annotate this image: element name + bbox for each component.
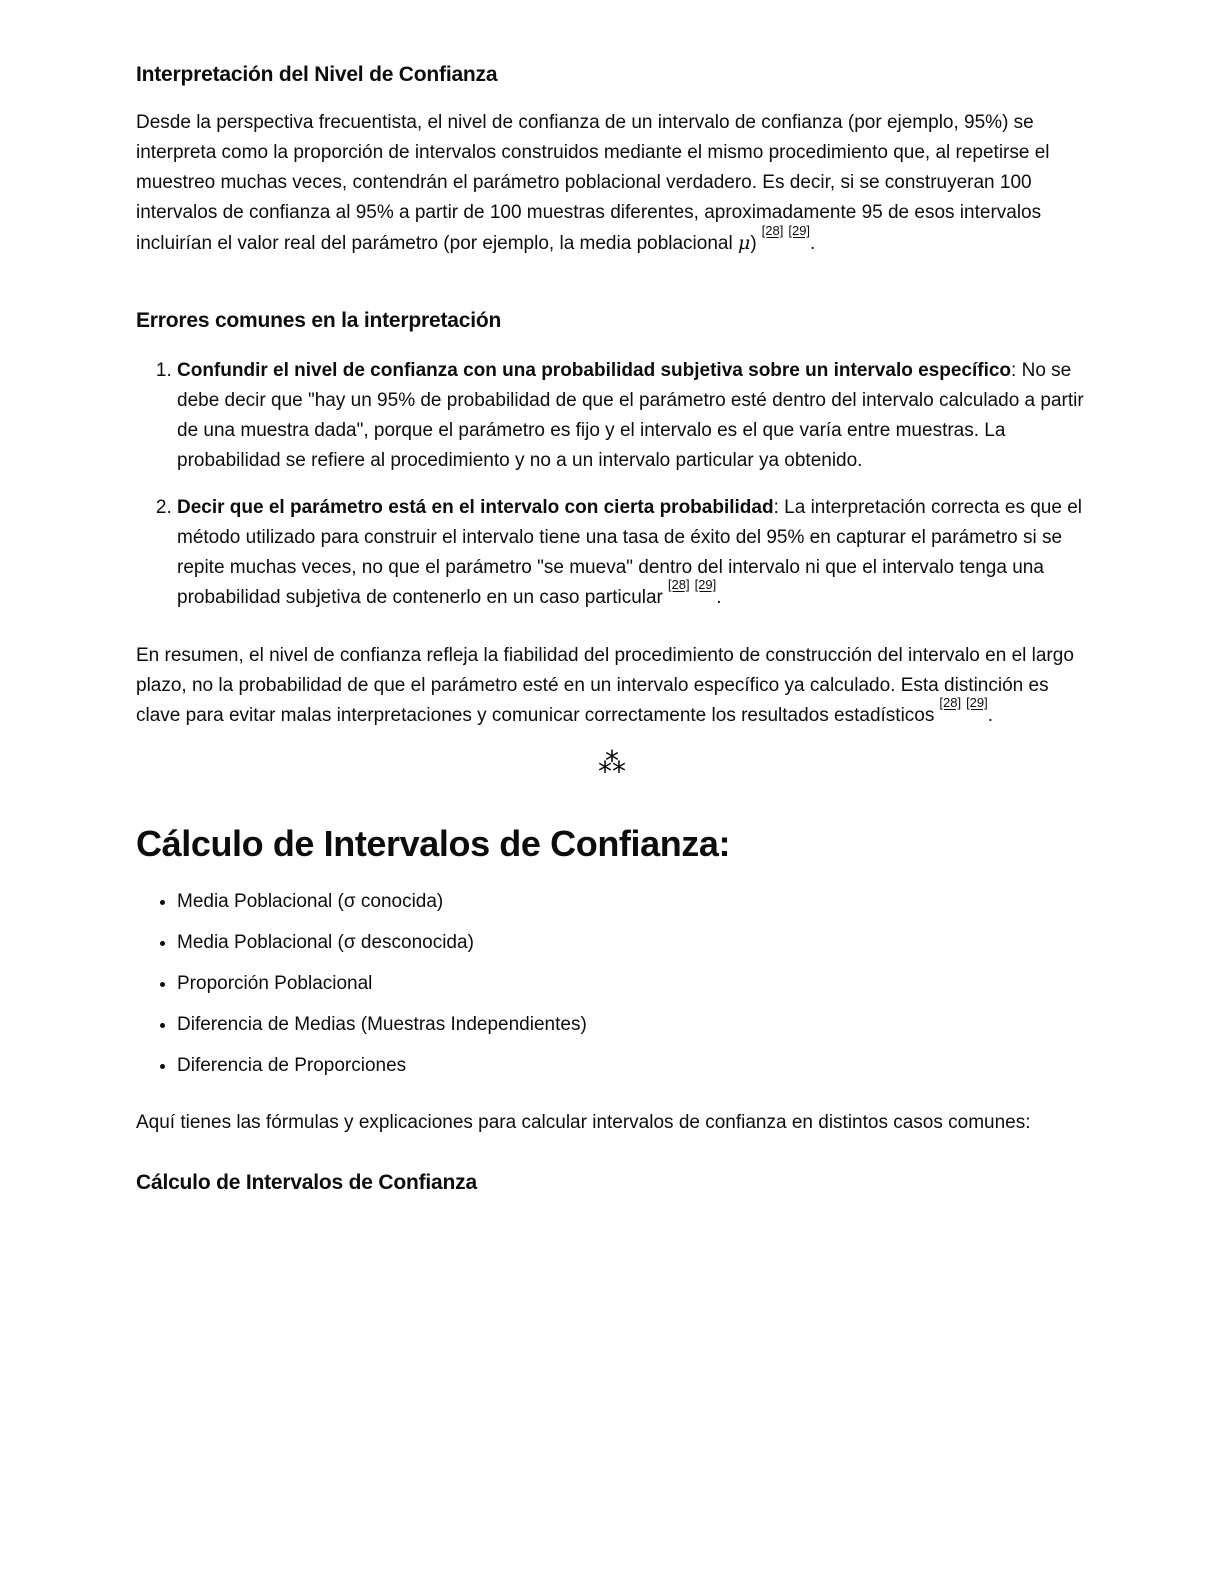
paragraph-resumen-text: En resumen, el nivel de confianza refleja la fiabilidad del procedimiento de construcción del intervalo en el largo plazo, no la probabilidad de que el parámetro esté en un intervalo específico ya calculado. Esta distinción es clave para evitar malas interpretaciones y comunicar correctamente los resultados estadísticos — [136, 645, 1074, 726]
citation-link-29[interactable]: [29] — [788, 222, 811, 238]
error-1-text: : No se debe decir que "hay un 95% de probabilidad de que el parámetro esté dentro del intervalo calculado a partir de una muestra dada", porque el parámetro es fijo y el intervalo es el que varía entre muestras. La probabilidad se refiere al procedimiento y no a un intervalo particular ya obtenido. — [177, 360, 1084, 471]
heading-errores-comunes: Errores comunes en la interpretación — [136, 309, 502, 332]
list-item-topic-media-conocida: • Media Poblacional (σ conocida) — [177, 887, 1088, 917]
paren-close: ) — [750, 233, 757, 254]
citation-link-28[interactable]: [28] — [939, 694, 962, 710]
errors-ordered-list — [136, 356, 1088, 613]
list-item-topic-diferencia-medias: • Diferencia de Medias (Muestras Independientes) — [177, 1010, 1088, 1040]
paragraph-interpretacion-text: Desde la perspectiva frecuentista, el nivel de confianza de un intervalo de confianza (por ejemplo, 95%) se interpreta como la proporción de intervalos construidos mediante el mismo procedimiento que, al repetirse el muestreo muchas veces, contendrán el parámetro poblacional verdadero. Es decir, si se construyeran 100 intervalos de confianza al 95% a partir de 100 muestras diferentes, aproximadamente 95 de esos intervalos incluirían el valor real del parámetro (por ejemplo, la media poblacional — [136, 112, 1050, 254]
asterism-divider-icon: ⁂ — [598, 746, 626, 779]
error-1-bold-lead: Confundir el nivel de confianza con una probabilidad subjetiva sobre un intervalo específico — [177, 360, 1012, 381]
topics-bulleted-list — [136, 887, 1088, 1081]
page-title-calculo-intervalos: Cálculo de Intervalos de Confianza: — [136, 823, 731, 864]
paragraph-resumen — [136, 641, 1088, 731]
mu-symbol: μ — [737, 232, 751, 254]
heading-interpretacion-nivel-confianza: Interpretación del Nivel de Confianza — [136, 63, 498, 86]
error-2-text: : La interpretación correcta es que el método utilizado para construir el intervalo tiene una tasa de éxito del 95% en capturar el parámetro si se repite muchas veces, no que el parámetro "se mueva" dentro del intervalo ni que el intervalo tenga una probabilidad subjetiva de contenerlo en un caso particular — [177, 497, 1082, 608]
sentence-period: . — [716, 587, 722, 608]
citation-link-28[interactable]: [28] — [667, 576, 690, 592]
paragraph-aqui-tienes: Aquí tienes las fórmulas y explicaciones para calcular intervalos de confianza en distintos casos comunes: — [136, 1112, 1031, 1133]
citation-link-28[interactable]: [28] — [761, 222, 784, 238]
paragraph-interpretacion — [136, 108, 1088, 259]
sentence-period: . — [810, 233, 816, 254]
error-2-bold-lead: Decir que el parámetro está en el intervalo con cierta probabilidad — [177, 497, 774, 518]
list-item-topic-diferencia-proporciones: • Diferencia de Proporciones — [177, 1051, 1088, 1081]
list-item-topic-proporcion: • Proporción Poblacional — [177, 969, 1088, 999]
list-item-error-1 — [177, 356, 1088, 476]
list-item-error-2 — [177, 493, 1088, 613]
sentence-period: . — [987, 705, 994, 726]
citation-link-29[interactable]: [29] — [694, 576, 717, 592]
heading-calculo-intervalos-sub: Cálculo de Intervalos de Confianza — [136, 1171, 477, 1194]
list-item-topic-media-desconocida: • Media Poblacional (σ desconocida) — [177, 928, 1088, 958]
citation-link-29[interactable]: [29] — [966, 694, 988, 710]
